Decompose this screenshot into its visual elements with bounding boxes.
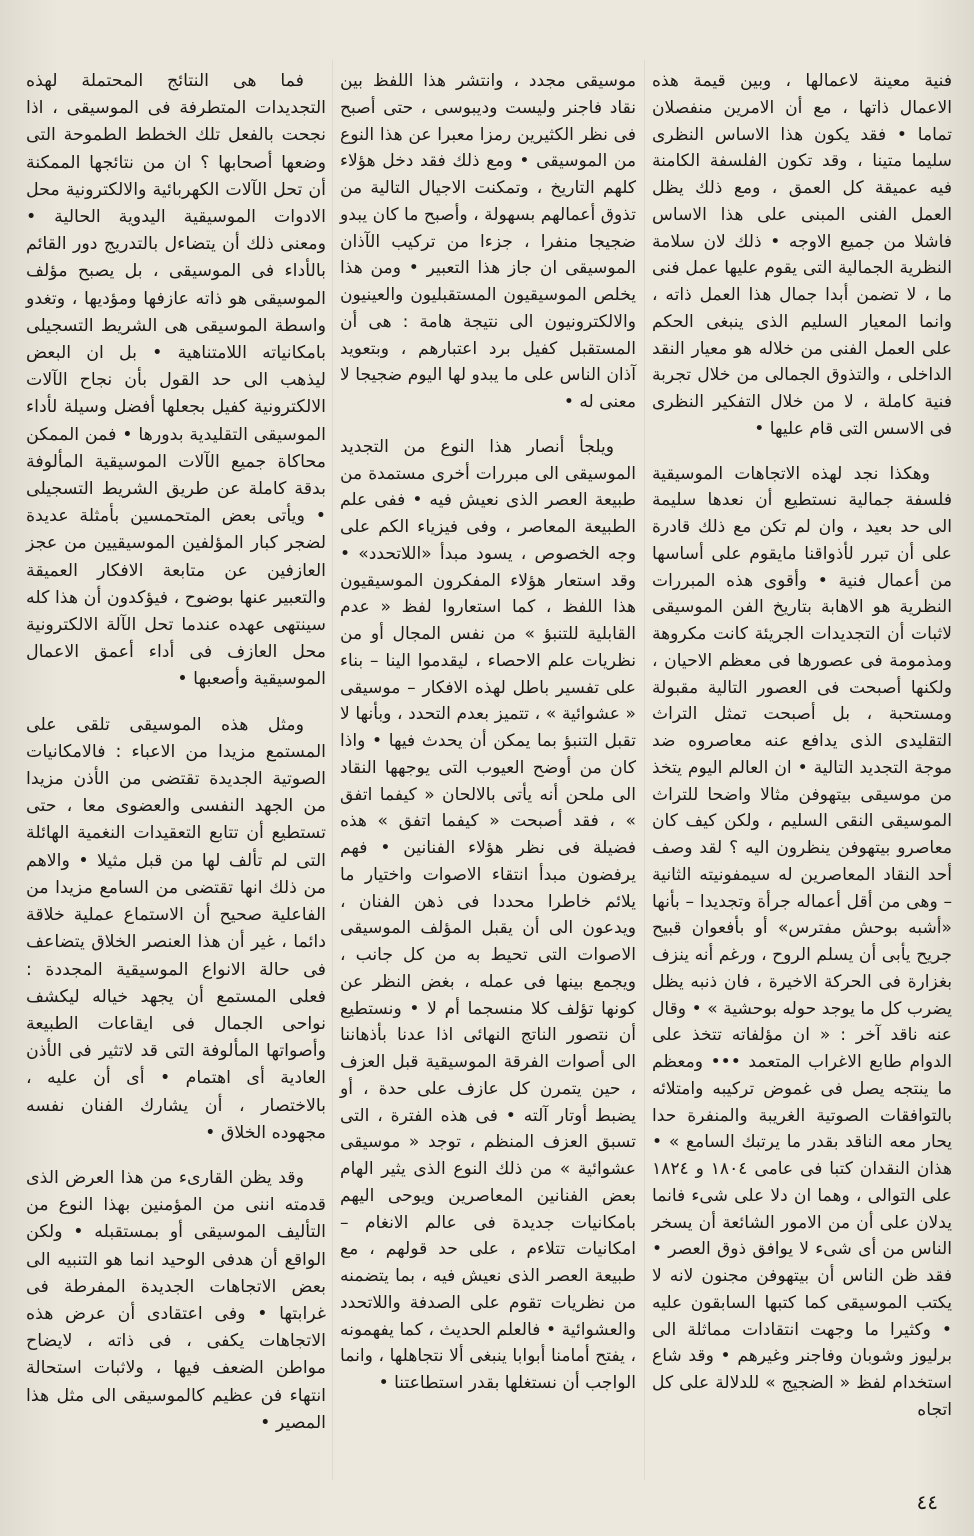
paragraph: وقد يظن القارىء من هذا العرض الذى قدمته اننى من المؤمنين بهذا النوع من التأليف الموسيقى أو بمستقبله • ولكن الواقع أن هدفى الوحيد انما هو التنبيه الى بعض الاتجاهات الجديدة المفرطة فى غرابتها • وفى اعتقادى أن عرض هذه الاتجاهات يكفى ، فى ذاته ، لايضاح مواطن الضعف فيها ، ولاثبات استحالة انتهاء فن عظيم كالموسيقى الى مثل هذا المصير •	[26, 1167, 326, 1433]
text-column-left	[26, 68, 326, 1455]
column-gutter	[332, 60, 333, 1480]
page-number: ٤٤	[916, 1490, 938, 1514]
paragraph: وهكذا نجد لهذه الاتجاهات الموسيقية فلسفة جمالية نستطيع أن نعدها سليمة الى حد بعيد ، وان لم تكن مع ذلك قادرة على أن تبرر لأذواقنا مايقوم على أساسها من أعمال فنية • وأقوى هذه المبررات النظرية هو الاهابة بتاريخ الفن الموسيقى لاثبات أن التجديدات الجريئة كانت مكروهة ومذمومة فى عصورها فى معظم الاحيان ، ولكنها أصبحت فى العصور التالية مقبولة ومستحبة ، بل أصبحت تمثل التراث التقليدى الذى يدافع عنه معاصروه ضد موجة التجديد التالية • ان العالم اليوم يتخذ من موسيقى بيتهوفن مثالا واضحا للتراث الموسيقى النقى السليم ، ولكن كيف كان معاصرو بيتهوفن ينظرون اليه ؟ لقد وصف أحد النقاد المعاصرين له سيمفونيته الثانية – وهى من أقل أعماله جرأة وتجديدا – بأنها «أشبه بوحش مفترس» أو بأفعوان قبيح جريح يأبى أن يسلم الروح ، ورغم أنه ينزف بغزارة فى الحركة الاخيرة ، فان ذنبه يظل يضرب كل ما يوجد حوله بوحشية » • وقال عنه ناقد آخر : « ان مؤلفاته تتخذ على الدوام طابع الاغراب المتعمد ••• ومعظم ما ينتجه يصل فى غموض تركيبه وامتلائه بالتوافقات الصوتية الغريبة والمنفرة حدا يحار معه الناقد بقدر ما يرتبك السامع » • هذان النقدان كتبا فى عامى ١٨٠٤ و ١٨٢٤ على التوالى ، وهما ان دلا على شىء فانما يدلان على أن من الامور الشائعة أن يسخر الناس من أى شىء لا يوافق ذوق العصر • فقد ظن الناس أن بيتهوفن مجنون لانه لا يكتب الموسيقى كما كتبها السابقون عليه • وكثيرا ما وجهت انتقادات مماثلة الى برليوز وشوبان وفاجنر وغيرهم • وقد شاع استخدام لفظ « الضجيج » للدلالة على كل اتجاه	[652, 463, 952, 1420]
paragraph: فنية معينة لاعمالها ، وبين قيمة هذه الاعمال ذاتها ، مع أن الامرين منفصلان تماما • فقد يكون هذا الاساس النظرى سليما متينا ، وقد تكون الفلسفة الكامنة فيه عميقة كل العمق ، ومع ذلك يظل العمل الفنى المبنى على هذا الاساس فاشلا من جميع الاوجه • ذلك لان سلامة النظرية الجمالية التى يقوم عليها عمل فنى ما ، لا تضمن أبدا جمال هذا العمل ذاته ، وانما المعيار السليم الذى ينبغى الحكم على العمل الفنى من خلاله هو معيار النقد الداخلى ، والتذوق الجمالى من خلال تجربة فنية كاملة ، لا من خلال التفكير النظرى فى الاسس التى قام عليها •	[652, 71, 952, 439]
paragraph: موسيقى مجدد ، وانتشر هذا اللفظ بين نقاد فاجنر وليست وديبوسى ، حتى أصبح فى نظر الكثيرين رمزا معبرا عن هذا النوع من الموسيقى • ومع ذلك فقد دخل هؤلاء كلهم التاريخ ، وتمكنت الاجيال التالية من تذوق أعمالهم بسهولة ، وأصبح ما كان يبدو ضجيجا منفرا ، جزءا من تركيب الآذان الموسيقى ان جاز هذا التعبير • ومن هذا يخلص الموسيقيون المستقبليون والعينيون والالكترونيون الى نتيجة هامة : هى أن المستقبل كفيل برد اعتبارهم ، وبتعويد آذان الناس على ما يبدو لها اليوم ضجيجا لا معنى له •	[340, 71, 636, 412]
paragraph: ومثل هذه الموسيقى تلقى على المستمع مزيدا من الاعباء : فالامكانيات الصوتية الجديدة تقتضى من الأذن مزيدا من الجهد النفسى والعضوى معا ، حتى تستطيع أن تتابع التعقيدات النغمية الهائلة التى لم تألف لها من قبل مثيلا • والاهم من ذلك انها تقتضى من السامع مزيدا من الفاعلية صحيح أن الاستماع عملية خلاقة دائما ، غير أن هذا العنصر الخلاق يتضاعف فى حالة الانواع الموسيقية المجددة : فعلى المستمع أن يجهد خياله ليكشف نواحى الجمال فى ايقاعات الطبيعة وأصواتها المألوفة التى قد لاتثير فى الأذن العادية أى اهتمام • أى أن عليه ، بالاختصار ، أن يشارك الفنان نفسه مجهوده الخلاق •	[26, 714, 326, 1143]
paragraph: فما هى النتائج المحتملة لهذه التجديدات المتطرفة فى الموسيقى ، اذا نجحت بالفعل تلك الخطط الطموحة التى وضعها أصحابها ؟ ان من نتائجها الممكنة أن تحل الآلات الكهربائية والالكترونية محل الادوات الموسيقية اليدوية الحالية • ومعنى ذلك أن يتضاءل بالتدريج دور القائم بالأداء فى الموسيقى ، بل يصبح مؤلف الموسيقى هو ذاته عازفها ومؤديها ، وتغدو واسطة الموسيقى هى الشريط التسجيلى بامكانياته اللامتناهية • بل ان البعض ليذهب الى حد القول بأن نجاح الآلات الالكترونية كفيل بجعلها أفضل وسيلة لأداء الموسيقى التقليدية بدورها • فمن الممكن محاكاة جميع الآلات الموسيقية المألوفة بدقة كاملة عن طريق الشريط التسجيلى • ويأتى بعض المتحمسين بأمثلة عديدة لضجر كبار المؤلفين الموسيقيين من عجز العازفين عن متابعة الافكار العميقة والتعبير عنها بوضوح ، فيؤكدون أن هذا كله سينتهى عهده عندما تحل الآلة الالكترونية محل العازف فى أداء أعمق الاعمال الموسيقية وأصعبها •	[26, 71, 326, 690]
column-gutter	[644, 60, 645, 1480]
text-column-middle	[340, 68, 636, 1415]
text-column-right	[652, 68, 952, 1442]
paragraph: ويلجأ أنصار هذا النوع من التجديد الموسيقى الى مبررات أخرى مستمدة من طبيعة العصر الذى نعيش فيه • ففى علم الطبيعة المعاصر ، وفى فيزياء الكم على وجه الخصوص ، يسود مبدأ «اللاتحدد» • وقد استعار هؤلاء المفكرون الموسيقيون هذا اللفظ ، كما استعاروا لفظ « عدم القابلية للتنبؤ » من نفس المجال أو من نظريات علم الاحصاء ، ليقدموا الينا – بناء على تفسير باطل لهذه الافكار – موسيقى « عشوائية » ، تتميز بعدم التحدد ، وبأنها لا تقبل التنبؤ بما يمكن أن يحدث فيها • واذا كان من أوضح العيوب التى يوجهها النقاد الى ملحن أنه يأتى بالالحان « كيفما اتفق » ، فقد أصبحت « كيفما اتفق » هذه فضيلة فى نظر هؤلاء الفنانين • فهم يرفضون مبدأ انتقاء الاصوات واختيار ما يلائم خاطرا محددا فى ذهن الفنان ، ويدعون الى أن يقبل المؤلف الموسيقى الاصوات التى تحيط به من كل جانب ، ويجمع بينها فى عمله ، بغض النظر عن كونها تؤلف كلا منسجما أم لا • ونستطيع أن نتصور الناتج النهائى اذا عدنا بأذهاننا الى أصوات الفرقة الموسيقية قبل العزف ، حين يتمرن كل عازف على حدة ، أو يضبط أوتار آلته • فى هذه الفترة ، التى تسبق العزف المنظم ، توجد « موسيقى عشوائية » من ذلك النوع الذى يثير الهام بعض الفنانين المعاصرين ويوحى اليهم بامكانيات جديدة فى عالم الانغام – امكانيات تتلاءم ، على حد قولهم ، مع طبيعة العصر الذى نعيش فيه ، بما يتضمنه من نظريات تقوم على الصدفة واللاتحدد والعشوائية • فالعلم الحديث ، كما يفهمونه ، يفتح أمامنا أبوابا ينبغى ألا نتجاهلها ، وانما الواجب أن نستغلها بقدر استطاعتنا •	[340, 436, 636, 1393]
